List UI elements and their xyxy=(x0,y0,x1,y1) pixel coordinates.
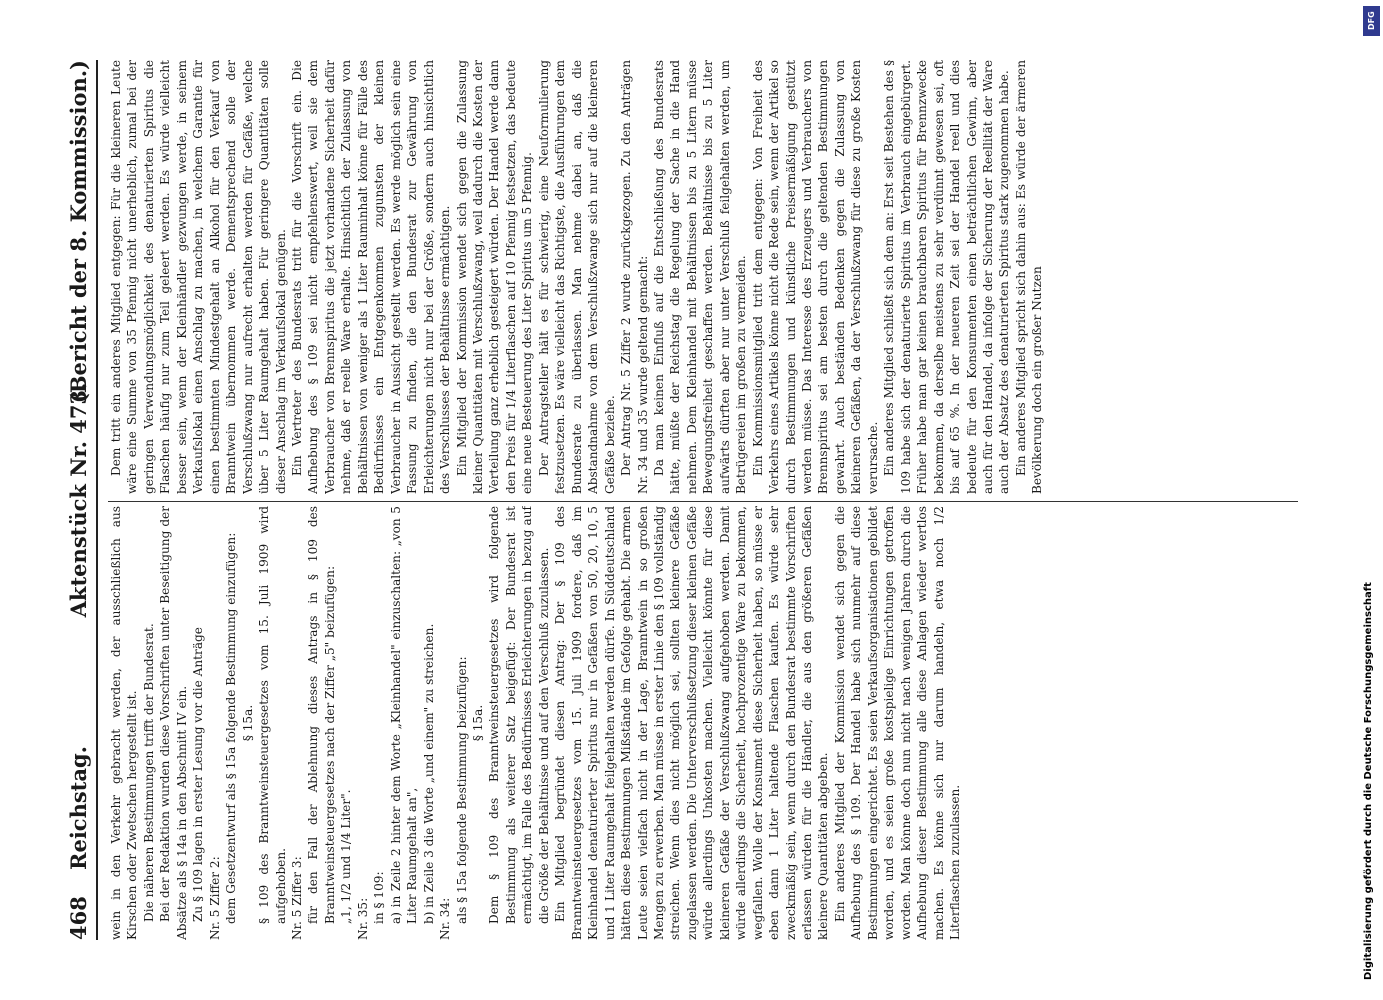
paragraph: Dem § 109 des Branntweinsteuergesetzes wird folgende Bestimmung als weiterer Satz beigefügt: Der Bundesrat ist ermächtigt, im Falle des Bedürfnisses Erleichterungen in bezug auf die Größe der Behältnisse und auf den Verschluß zuzulassen. xyxy=(487,506,551,924)
paragraph: dem Gesetzentwurf als § 15a folgende Bestimmung einzufügen: xyxy=(224,532,239,924)
paragraph: als § 15a folgende Bestimmung beizufügen: xyxy=(454,656,469,924)
paragraph: § 109 des Branntweinsteuergesetzes vom 15. Juli 1909 wird aufgehoben. xyxy=(257,506,288,924)
paragraph: „1, 1/2 und 1/4 Liter". xyxy=(339,789,354,924)
paragraph: Ein Mitglied begründet diesen Antrag: Der § 109 des Branntweinsteuergesetzes vom 15. Juli 1909 fordere, daß im Kleinhandel denaturierter Spiritus nur in Gefäßen von 50, 20, 10, 5 und 1 Liter Raumgehalt feilgehalten werden dürfe. In Süddeutschland hätten diese Bestimmungen Mißstände im Gefolge gehabt. Die armen Leute seien vielfach nicht in der Lage, Branntwein in so großen Mengen zu erwerben. Man müsse in erster Linie den § 109 vollständig streichen. Wenn dies nicht möglich sei, sollten kleinere Gefäße zugelassen werden. Die Unterverschlußsetzung dieser kleinen Gefäße würde allerdings Unkosten machen. Vielleicht könnte für diese kleineren Gefäße der Verschlußzwang aufgehoben werden. Damit würde allerdings die Sicherheit, hochprozentige Ware zu bekommen, wegfallen. Wolle der Konsument diese Sicherheit haben, so müsse er eben dann 1 Liter haltende Flaschen kaufen. Es würde sehr zweckmäßig sein, wenn durch den Bundesrat bestimmte Vorschriften erlassen würden für die Händler, die aus den größeren Gefäßen kleinere Quantitäten abgeben. xyxy=(553,506,831,940)
paragraph: Ein anderes Mitglied spricht sich dahin aus: Es würde der ärmeren Bevölkerung doch ein großer Nutzen xyxy=(1013,60,1045,494)
paragraph: a) in Zeile 2 hinter dem Worte „Kleinhandel" einzuschalten: „von 5 Liter Raumgehalt an", xyxy=(388,506,420,924)
header-report-title: (Bericht der 8. Kommission.) xyxy=(66,60,91,404)
left-text-column xyxy=(108,506,1318,940)
section-heading: § 15a. xyxy=(240,704,255,742)
paragraph: Nr. 34: xyxy=(438,897,453,940)
paragraph: Zu § 109 lagen in erster Lesung vor die Anträge xyxy=(191,627,206,922)
paragraph: für den Fall der Ablehnung dieses Antrags in § 109 des Branntweinsteuergesetzes nach der Ziffer „5" beizufügen: xyxy=(306,506,337,924)
right-text-column xyxy=(108,60,1318,494)
paragraph: Da man keinen Einfluß auf die Entschließung des Bundesrats hätte, müßte der Reichstag die Regelung der Sache in die Hand nehmen. Dem Kleinhandel mit Behältnissen bis zu 5 Litern müsse Bewegungsfreiheit geschaffen werden. Behältnisse bis zu 5 Liter aufwärts dürften aber nur unter Verschluß feilgehalten werden, um Betrügereien im großen zu vermeiden. xyxy=(651,60,749,494)
paragraph: Der Antrag Nr. 5 Ziffer 2 wurde zurückgezogen. Zu den Anträgen Nr. 34 und 35 wurde geltend gemacht: xyxy=(619,60,650,494)
paragraph: Der Antragsteller hält es für schwierig, eine Neuformulierung festzusetzen. Es wäre vielleicht das Richtigste, die Ausführungen dem Bundesrate zu überlassen. Man nehme dabei an, daß die Abstandnahme von dem Verschlußzwange sich nur auf die kleineren Gefäße beziehe. xyxy=(536,60,617,494)
header-document-title: Aktenstück Nr. 473. xyxy=(66,382,91,618)
digitization-stamp: Digitalisierung gefördert durch die Deutsche Forschungsgemeinschaft xyxy=(1363,582,1374,980)
paragraph: Nr. 35: xyxy=(355,897,370,940)
section-heading: § 15a. xyxy=(470,704,485,742)
page-number: 468 xyxy=(66,896,91,940)
paragraph: Ein Vertreter des Bundesrats tritt für die Vorschrift ein. Die Aufhebung des § 109 sei nicht empfehlenswert, weil sie dem Verbraucher von Brennspiritus die jetzt vorhandene Sicherheit dafür nehme, daß er reelle Ware erhalte. Hinsichtlich der Zulassung von Behältnissen von weniger als 1 Liter Rauminhalt könne für Fälle des Bedürfnisses ein Entgegenkommen zugunsten der kleinen Verbraucher in Aussicht gestellt werden. Es werde möglich sein eine Fassung zu finden, die den Bundesrat zur Gewährung von Erleichterungen nicht nur bei der Größe, sondern auch hinsichtlich des Verschlusses der Behältnisse ermächtigen. xyxy=(289,60,453,494)
paragraph: Nr. 5 Ziffer 3: xyxy=(289,856,304,940)
paragraph: Nr. 5 Ziffer 2: xyxy=(207,856,222,940)
paragraph: Ein anderes Mitglied der Kommission wendet sich gegen die Aufhebung des § 109. Der Handel habe sich nunmehr auf diese Bestimmungen eingerichtet. Es seien Verkaufsorganisationen gebildet worden, und es seien große kostspielige Einrichtungen getroffen worden. Man könne doch nun nicht nach wenigen Jahren durch die Aufhebung dieser Bestimmung alle diese Anlagen wieder wertlos machen. Es könne sich nur darum handeln, etwa noch 1/2 Literflaschen zuzulassen. xyxy=(832,506,963,940)
header-left-title: Reichstag. xyxy=(66,746,91,870)
paragraph: Bei der Redaktion wurden diese Vorschriften unter Beseitigung der Absätze als § 14a in den Abschnitt IV ein. xyxy=(158,506,189,940)
paragraph: wein in den Verkehr gebracht werden, der ausschließlich aus Kirschen oder Zwetschen hergestellt ist. xyxy=(109,506,140,940)
paragraph: Dem tritt ein anderes Mitglied entgegen: Für die kleineren Leute wäre eine Summe von 35 Pfennig nicht unerheblich, zumal bei der geringen Verwendungsmöglichkeit des denaturierten Spiritus die Flaschen häufig nur zum Teil geleert werden. Es würde vielleicht besser sein, wenn der Kleinhändler gezwungen werde, in seinem Verkaufslokal einen Anschlag zu machen, in welchem Garantie für einen bestimmten Mindestgehalt an Alkohol für den Verkauf von Branntwein übernommen werde. Dementsprechend solle der Verschlußzwang nur aufrecht erhalten werden für Gefäße, welche über 5 Liter Raumgehalt haben. Für geringere Quantitäten solle dieser Anschlag im Verkaufslokal genügen. xyxy=(109,60,288,494)
paragraph: Ein Kommissionsmitglied tritt dem entgegen: Von Freiheit des Verkehrs eines Artikels könne nicht die Rede sein, wenn der Artikel so durch Bestimmungen und künstliche Preisermäßigung gestützt werden müsse. Das Interesse des Erzeugers und Verbrauchers von Brennspiritus sei am besten durch die geltenden Bestimmungen gewahrt. Auch beständen Bedenken gegen die Zulassung von kleineren Gefäßen, da der Verschlußzwang für diese zu große Kosten verursache. xyxy=(750,60,880,494)
paragraph: b) in Zeile 3 die Worte „und einem" zu streichen. xyxy=(421,623,436,924)
paragraph: Ein anderes Mitglied schließt sich dem an: Erst seit Bestehen des § 109 habe sich der denaturierte Spiritus im Verbrauch eingebürgert. Früher habe man gar keinen brauchbaren Spiritus für Brennzwecke bekommen, da derselbe meistens zu sehr verdünnt gewesen sei, oft bis auf 65 %. In der neueren Zeit sei der Handel reell und dies bedeute für den Konsumenten einen beträchtlichen Gewinn, aber auch für den Handel, da infolge der Sicherung der Reellität der Ware auch der Absatz des denaturierten Spiritus stark zugenommen habe. xyxy=(882,60,1012,494)
paragraph: in § 109: xyxy=(372,871,387,924)
column-divider xyxy=(108,501,1298,502)
paragraph: Ein Mitglied der Kommission wendet sich gegen die Zulassung kleiner Quantitäten mit Verschlußzwang, weil dadurch die Kosten der Verteilung ganz erheblich gesteigert würden. Der Handel werde dann den Preis für 1/4 Literflaschen auf 10 Pfennig festsetzen, das bedeute eine neue Besteuerung des Liter Spiritus um 5 Pfennig. xyxy=(454,60,535,494)
dfg-logo: DFG xyxy=(1363,6,1380,36)
page-header xyxy=(66,60,98,940)
paragraph: Die näheren Bestimmungen trifft der Bundesrat. xyxy=(141,623,156,922)
